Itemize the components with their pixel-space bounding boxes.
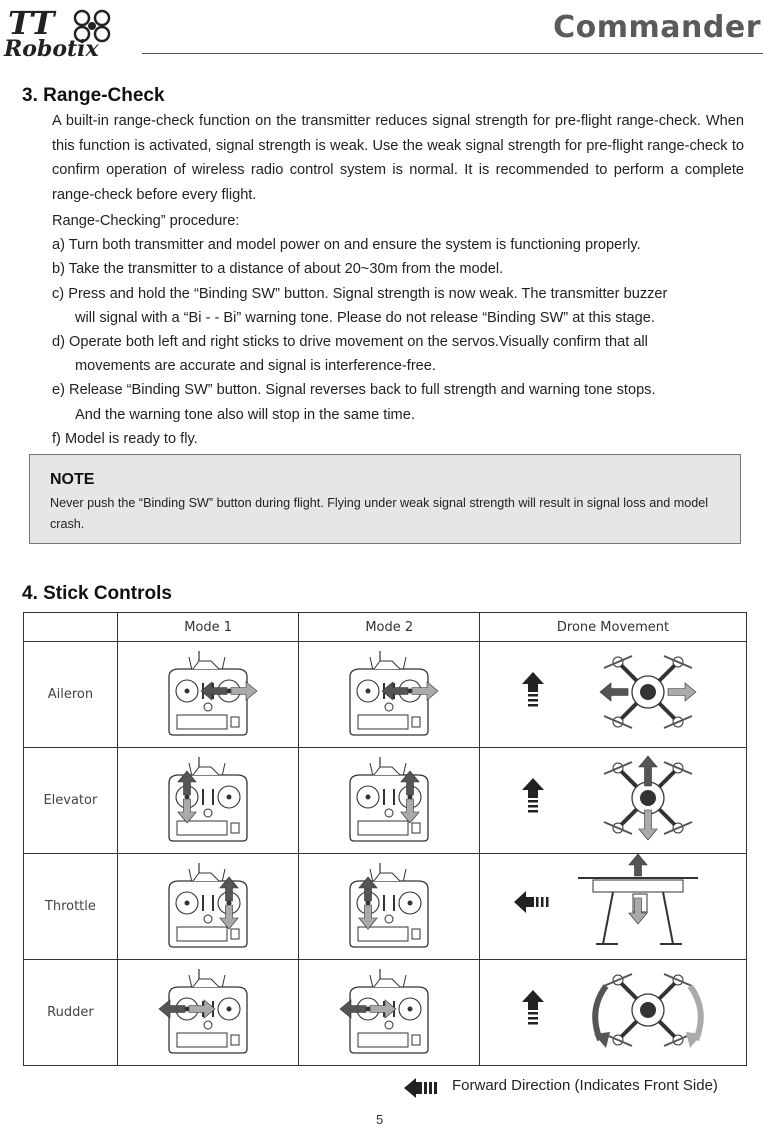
transmitter-icon xyxy=(117,748,299,854)
step-c: c) Press and hold the “Binding SW” button. Signal strength is now weak. The transmitter buzzer xyxy=(52,285,668,302)
svg-text:Robotix: Robotix xyxy=(4,36,99,58)
note-title: NOTE xyxy=(50,471,95,488)
table-row xyxy=(24,854,747,960)
stick-controls-table xyxy=(23,612,747,1066)
step-f: f) Model is ready to fly. xyxy=(52,430,198,447)
header-mode2: Mode 2 xyxy=(299,613,480,642)
transmitter-icon xyxy=(117,960,299,1066)
step-e: e) Release “Binding SW” button. Signal reverses back to full strength and warning tone stops. xyxy=(52,382,656,399)
ttrobotix-logo xyxy=(2,4,142,58)
table-header-row xyxy=(24,613,747,642)
header-mode1: Mode 1 xyxy=(117,613,299,642)
brand-title: Commander xyxy=(553,10,761,45)
note-text: Never push the “Binding SW” button during flight. Flying under weak signal strength will result in signal loss and model crash. xyxy=(50,496,709,531)
header-divider xyxy=(142,53,763,54)
transmitter-icon xyxy=(117,854,299,960)
note-box xyxy=(29,454,741,544)
procedure-title: Range-Checking” procedure: xyxy=(52,213,240,229)
row-label-elevator: Elevator xyxy=(24,748,118,854)
step-b: b) Take the transmitter to a distance of about 20~30m from the model. xyxy=(52,261,504,278)
transmitter-icon xyxy=(299,642,480,748)
row-label-throttle: Throttle xyxy=(24,854,118,960)
row-label-rudder: Rudder xyxy=(24,960,118,1066)
header-blank xyxy=(24,613,118,642)
drone-movement-yaw xyxy=(480,960,747,1066)
drone-movement-pitch xyxy=(480,748,747,854)
page-number: 5 xyxy=(376,1112,384,1127)
step-e-cont: And the warning tone also will stop in the same time. xyxy=(75,406,415,423)
section3-title: 3. Range-Check xyxy=(22,85,165,106)
table-row xyxy=(24,642,747,748)
step-a: a) Turn both transmitter and model power on and ensure the system is functioning properly. xyxy=(52,237,641,254)
step-c-cont: will signal with a “Bi - - Bi” warning tone. Please do not release “Binding SW” at this stage. xyxy=(75,309,655,326)
svg-text:TT: TT xyxy=(8,4,55,42)
section3-paragraph: A built-in range-check function on the transmitter reduces signal strength for pre-flight range-check. When this function is activated, signal strength is weak. Use the weak signal strength for pre-flight range-check to confirm operation of wireless radio control system is normal. It is recommended to perform a complete range-check before every flight. xyxy=(52,113,744,203)
transmitter-icon xyxy=(299,748,480,854)
forward-direction-icon xyxy=(402,1075,442,1106)
step-d: d) Operate both left and right sticks to drive movement on the servos.Visually confirm that all xyxy=(52,334,648,351)
transmitter-icon xyxy=(299,854,480,960)
drone-movement-altitude xyxy=(480,854,747,960)
header-drone-movement: Drone Movement xyxy=(480,613,747,642)
legend-text: Forward Direction (Indicates Front Side) xyxy=(452,1077,718,1094)
section4-title: 4. Stick Controls xyxy=(22,583,172,604)
drone-movement-roll xyxy=(480,642,747,748)
transmitter-icon xyxy=(117,642,299,748)
table-row xyxy=(24,748,747,854)
procedure-list xyxy=(52,209,762,451)
transmitter-icon xyxy=(299,960,480,1066)
step-d-cont: movements are accurate and signal is interference-free. xyxy=(75,358,436,375)
row-label-aileron: Aileron xyxy=(24,642,118,748)
table-row xyxy=(24,960,747,1066)
